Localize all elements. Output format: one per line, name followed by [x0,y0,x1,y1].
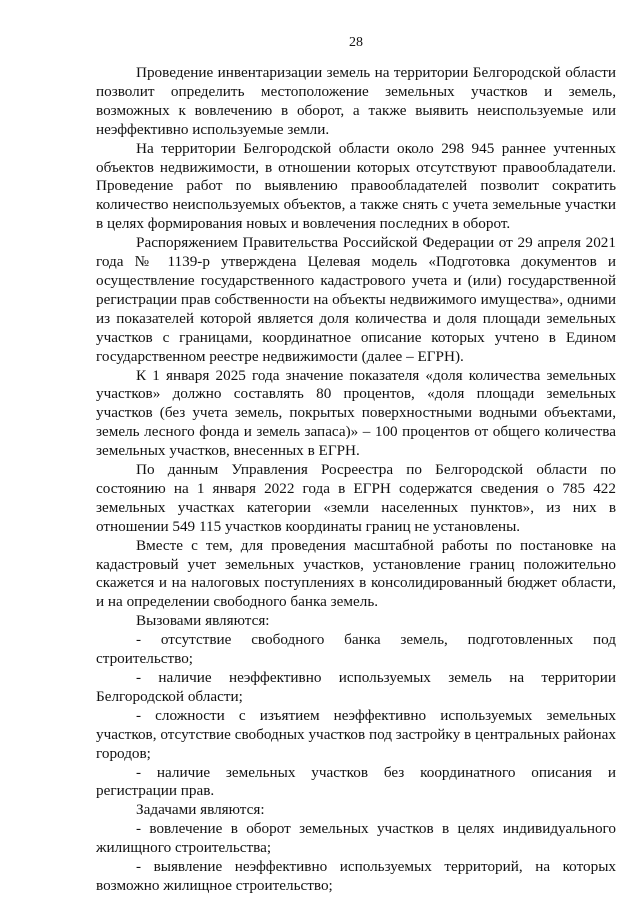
challenge-item: - отсутствие свободного банка земель, подготовленных под строительство; [96,631,616,668]
paragraph-cadastral-work: Вместе с тем, для проведения масштабной работы по постановке на кадастровый учет земельных участков, установление границ положительно скажется и на налоговых поступлениях в консолидированный бюджет области, и на определении свободного банка земель. [96,536,616,611]
challenge-item: - наличие неэффективно используемых земель на территории Белгородской области; [96,669,616,705]
page-number: 28 [349,35,363,50]
paragraph-indicator-2025: К 1 января 2025 года значение показателя «доля количества земельных участков» должно составлять 80 процентов, «доля площади земельных участков (без учета земель, покрытых поверхностными водными объектами, земель лесного фонда и земель запаса)» – 100 процентов от общего количества земельных участков, внесенных в ЕГРН. [96,366,616,460]
task-item: - выявление неэффективно используемых территорий, на которых возможно жилищное строительство; [96,858,616,894]
paragraph-target-model: Распоряжением Правительства Российской Федерации от 29 апреля 2021 года № 1139-р утверждена Целевая модель «Подготовка документов и осуществление государственного кадастрового учета и (или) государственной регистрации прав собственности на объекты недвижимого имущества», одними из показателей которой является доля количества и доля площади земельных участков с границами, координатное описание которых учтено в Едином государственном реестре недвижимости (далее – ЕГРН). [96,234,616,365]
challenge-item: - наличие земельных участков без координатного описания и регистрации прав. [96,763,616,800]
challenge-item: - сложности с изъятием неэффективно используемых земельных участков, отсутствие свободных участков под застройку в центральных районах городов; [96,706,616,762]
paragraph-inventory: Проведение инвентаризации земель на территории Белгородской области позволит определить местоположение земельных участков и земель, возможных к вовлечению в оборот, а также выявить неиспользуемые или неэффективно используемые земли. [96,64,616,138]
paragraph-rosreestr-data: По данным Управления Росреестра по Белгородской области по состоянию на 1 января 2022 года в ЕГРН содержатся сведения о 785 422 земельных участках категории «земли населенных пунктов», из них в отношении 549 115 участков координаты границ не установлены. [96,461,616,535]
document-page [96,34,616,896]
task-item: - вовлечение в оборот земельных участков в целях индивидуального жилищного строительства; [96,820,616,857]
tasks-heading: Задачами являются: [136,801,265,819]
paragraph-rights-holders: На территории Белгородской области около 298 945 раннее учтенных объектов недвижимости, в отношении которых отсутствуют правообладатели. Проведение работ по выявлению правообладателей позволит сократить количество неиспользуемых объектов, а также снять с учета земельные участки в целях формирования новых и вовлечения последних в оборот. [96,139,616,233]
challenges-heading: Вызовами являются: [136,612,270,630]
